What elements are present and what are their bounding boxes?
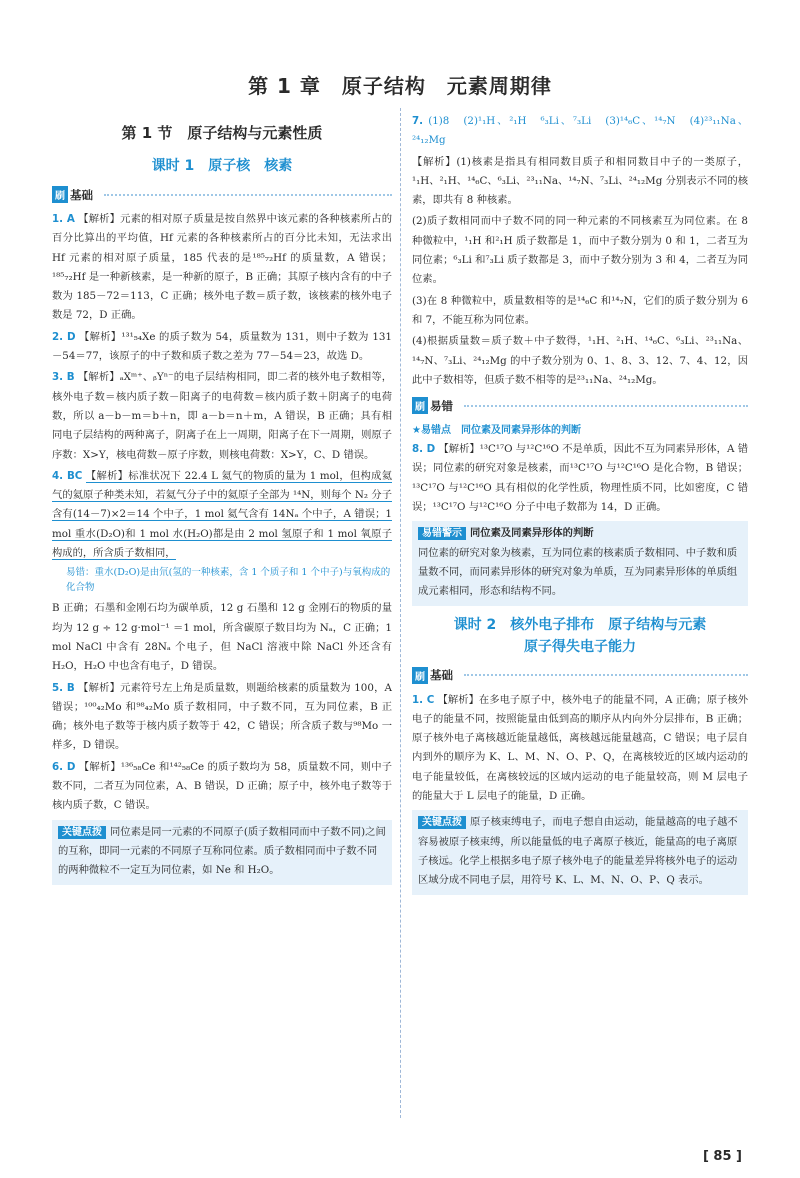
- answer-item-4: 4. BC 【解析】标准状况下 22.4 L 氦气的物质的量为 1 mol，但构成氦气的氦原子种类未知，若氦气分子中的氦原子全部为 ¹⁴N，则每个 N₂ 分子含有(14－7)×2＝14 个中子，1 mol 氦气含有 14Nₐ 个中子，A 错误；1 mol 重水(D₂O)和 1 mol 水(H₂O)都是由 2 mol 氢原子和 1 mol 氧原子构成的，所含质子数相同，: [52, 469, 392, 560]
- basics-label: 基础: [430, 668, 453, 683]
- basics-header-2: [412, 666, 748, 685]
- key-point-text: 原子核束缚电子，而电子想自由运动，能量越高的电子越不容易被原子核束缚，所以能量低的电子离原子核近，能量高的电子离原子核远。化学上根据多电子原子核外电子的能量差异将核外电子的运动区域分成不同电子层，用符号 K、L、M、N、O、P、Q 表示。: [418, 816, 738, 887]
- warning-text: 同位素的研究对象为核素，互为同位素的核素质子数相同、中子数和质量数不同，而同素异形体的研究对象为单质，互为同素异形体的单质组成元素相同，形态和结构不同。: [418, 546, 738, 598]
- left-column: [52, 112, 392, 893]
- section-title: 第 1 节 原子结构与元素性质: [121, 124, 323, 142]
- right-column: [412, 112, 748, 903]
- item-7-explanation-2: (2)质子数相同而中子数不同的同一种元素的不同核素互为同位素。在 8 种微粒中，¹₁H 和²₁H 质子数都是 1，而中子数分别为 0 和 1，二者互为同位素；⁶₃Li 和⁷₃Li 质子数都是 3，而中子数分别为 3 和 4，二者互为同位素。: [412, 215, 748, 286]
- dotted-rule: [464, 674, 748, 676]
- answer-item-5: 5. B 【解析】元素符号左上角是质量数，则题给核素的质量数为 100，A 错误；¹⁰⁰₄₂Mo 和⁹⁸₄₂Mo 质子数相同，中子数不同，互为同位素，B 正确；核外电子数等于核内质子数等于 42，C 错误；所含质子数与⁹⁸Mo 一样多，D 错误。: [52, 681, 392, 752]
- answer-item-1: 1. A 【解析】元素的相对原子质量是按自然界中该元素的各种核素所占的百分比算出的平均值，Hf 元素的各种核素所占的百分比未知，无法求出 Hf 元素的相对原子质量，185 代表的是¹⁸⁵₇₂Hf 的质量数，A 错误；¹⁸⁵₇₂Hf 是一种新核素，是一种新的原子，B 正确；其原子核内含有的中子数为 185－72＝113，C 正确；核外电子数＝质子数，该核素的核外电子数是 72，D 正确。: [52, 213, 392, 322]
- lesson-1-title: 课时 1 原子核 核素: [151, 158, 293, 174]
- key-point-text: 同位素是同一元素的不同原子(质子数相同而中子数不同)之间的互称，即同一元素的不同原子互称同位素。质子数相同而中子数不同的两种微粒不一定互为同位素，如 Ne 和 H₂O。: [58, 825, 386, 877]
- answer-item-4-continued: B 正确；石墨和金刚石均为碳单质，12 g 石墨和 12 g 金刚石的物质的量均为 12 g ÷ 12 g·mol⁻¹ ＝1 mol，所含碳原子数目均为 Nₐ，C 正确；1 mol NaCl 中含有 28Nₐ 个电子，但 NaCl 溶液中除 NaCl 外还含有 H₂O，H₂O 中也含有电子，D 错误。: [52, 602, 392, 673]
- answer-item-7: 7. (1)8 (2)¹₁H、²₁H ⁶₃Li、⁷₃Li (3)¹⁴₆C、¹⁴₇N (4)²³₁₁Na、²⁴₁₂Mg: [412, 115, 748, 147]
- lesson-2-title: 课时 2 核外电子排布 原子结构与元素 原子得失电子能力: [453, 616, 707, 655]
- basics-label: 基础: [70, 187, 93, 202]
- item-7-explanation-3: (3)在 8 种微粒中，质量数相等的是¹⁴₆C 和¹⁴₇N，它们的质子数分别为 6 和 7，不能互称为同位素。: [412, 294, 748, 326]
- page-number: [ 85 ]: [702, 1149, 742, 1164]
- key-point-box: [52, 820, 392, 885]
- warning-title: 同位素及同素异形体的判断: [470, 527, 594, 540]
- error-label: 易错: [430, 398, 453, 413]
- dotted-rule: [104, 194, 392, 196]
- brush-icon: 刷: [412, 667, 428, 684]
- warning-box: [412, 521, 748, 605]
- answer-item-8: 8. D 【解析】¹³C¹⁷O 与¹²C¹⁶O 不是单质，因此不互为同素异形体，A 错误；同位素的研究对象是核素，而¹³C¹⁷O 与¹²C¹⁶O 是化合物，B 错误；¹³C¹⁷O 与¹²C¹⁶O 具有相似的化学性质，物理性质不同，比如密度，C 错误；¹³C¹⁷O 与¹²C¹⁶O 分子中电子数都为 14，D 正确。: [412, 443, 748, 514]
- key-point-box-2: [412, 810, 748, 894]
- chapter-title: 第 1 章 原子结构 元素周期律: [248, 74, 552, 98]
- dotted-rule: [464, 405, 748, 407]
- key-point-tag: 关键点拨: [418, 816, 466, 829]
- error-header: [412, 396, 748, 415]
- brush-icon: 刷: [412, 397, 428, 414]
- answer-item-2: 2. D 【解析】¹³¹₅₄Xe 的质子数为 54，质量数为 131，则中子数为 131－54＝77，该原子的中子数和质子数之差为 77－54＝23，故选 D。: [52, 330, 392, 363]
- item-7-explanation-4: (4)根据质量数＝质子数＋中子数得，¹₁H、²₁H、¹⁴₆C、⁶₃Li、²³₁₁Na、¹⁴₇N、⁷₃Li、²⁴₁₂Mg 的中子数分别为 0、1、8、3、12、7、4、12，因此中子数相等，但质子数不相等的是²³₁₁Na、²⁴₁₂Mg。: [412, 335, 748, 386]
- error-point: ★易错点 同位素及同素异形体的判断: [412, 425, 581, 437]
- item-7-explanation-1: 【解析】(1)核素是指具有相同数目质子和相同数目中子的一类原子，¹₁H、²₁H、¹⁴₆C、⁶₃Li、²³₁₁Na、¹⁴₇N、⁷₃Li、²⁴₁₂Mg 分别表示不同的核素，即共有 8 种核素。: [412, 155, 748, 207]
- answer-item-3: 3. B 【解析】ₐXᵐ⁺、ᵦYⁿ⁻的电子层结构相同，即二者的核外电子数相等，核外电子数＝核内质子数－阳离子的电荷数＝核内质子数＋阴离子的电荷数，所以 a－b－m＝b＋n，即 a－b＝n＋m，A 错误，B 正确；具有相同电子层结构的两种离子，阴离子在上一周期，阳离子在下一周期，则原子序数：X>Y，核电荷数－原子序数，则核电荷数：X>Y，C、D 错误。: [52, 371, 393, 461]
- brush-icon: 刷: [52, 186, 68, 203]
- lesson2-answer-item-1: 1. C 【解析】在多电子原子中，核外电子的能量不同，A 正确；原子核外电子的能量不同，按照能量由低到高的顺序从内向外分层排布，B 正确；原子核外电子离核越近能量越低，离核越远能量越高，C 错误；电子层自内到外的顺序为 K、L、M、N、O、P、Q，在离核较近的区域内运动的电子能量较低，在离核较远的区域内运动的电子能量较高，则 M 层电子的能量大于 L 层电子的能量，D 正确。: [412, 693, 748, 803]
- answer-item-6: 6. D 【解析】¹³⁶₅₈Ce 和¹⁴²₅₈Ce 的质子数均为 58，质量数不同，则中子数不同，二者互为同位素，A、B 错误，D 正确；原子中，核外电子数等于核内质子数，C 错误。: [52, 760, 392, 812]
- warning-tag: 易错警示: [418, 527, 466, 540]
- tip-note: 易错：重水(D₂O)是由氘(氢的一种核素，含 1 个质子和 1 个中子)与氧构成的化合物: [66, 567, 391, 594]
- key-point-tag: 关键点拨: [58, 826, 106, 839]
- basics-header: [52, 185, 392, 204]
- column-divider: [400, 108, 401, 1118]
